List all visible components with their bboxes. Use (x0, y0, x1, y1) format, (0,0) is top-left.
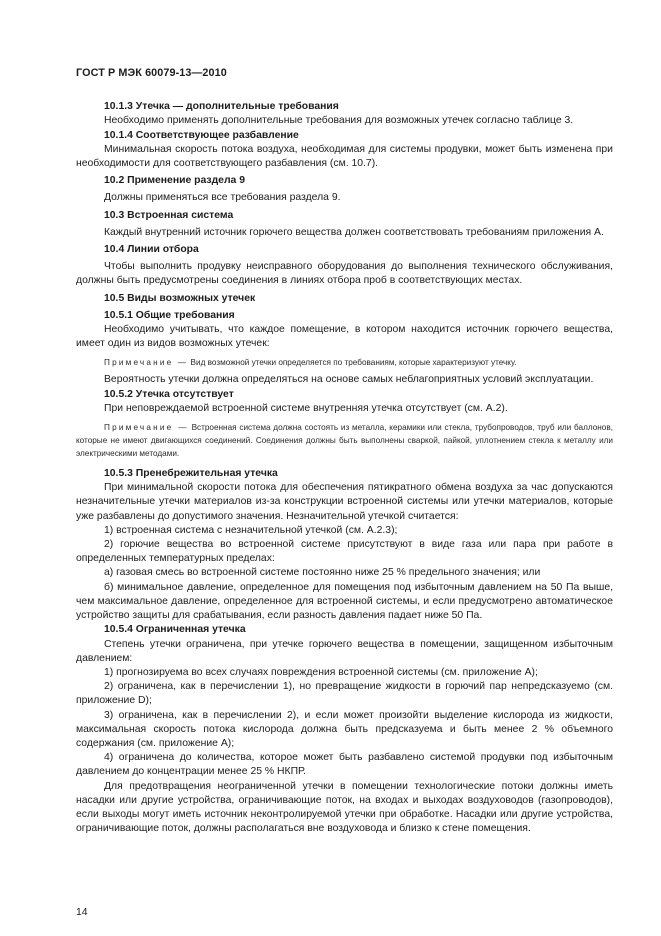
list-item: 2) ограничена, как в перечислении 1), но превращение жидкости в горючий пар непредсказуемо (см. приложение D); (76, 681, 613, 707)
section-10-5-4 (76, 623, 613, 836)
note-label: Примечание — (104, 358, 189, 368)
section-10-2 (76, 174, 613, 205)
page-number: 14 (76, 907, 88, 918)
paragraph: Вероятность утечки должна определяться на основе самых неблагоприятных условий эксплуатации. (104, 374, 594, 386)
paragraph: Чтобы выполнить продувку неисправного оборудования до выполнения технического обслуживания, должны быть предусмотрены соединения в линиях отбора проб в соответствующих местах. (76, 261, 613, 287)
section-10-1-4 (76, 129, 613, 172)
section-10-4 (76, 243, 613, 289)
section-heading: 10.5 Виды возможных утечек (104, 292, 256, 304)
note-text: Вид возможной утечки определяется по требованиям, которые характеризуют утечку. (188, 358, 517, 368)
note-label: Примечание — (104, 423, 189, 433)
paragraph: При минимальной скорости потока для обеспечения пятикратного обмена воздуха за час допускаются незначительные утечки материалов из-за конструкции встроенной системы или утечки материалов, которые уже разбавлены до допустимого значения. Незначительной утечкой считается: (76, 482, 613, 522)
section-heading: 10.4 Линии отбора (104, 244, 199, 256)
section-10-1-3 (76, 100, 613, 128)
section-heading: 10.5.1 Общие требования (104, 309, 235, 321)
list-item: 3) ограничена, как в перечислении 2), и если может произойти выделение кислорода из жидкости, максимальная скорость потока кислорода должна быть предсказуема и быть менее 2 % объемного содержания (см. приложение А); (76, 709, 613, 749)
paragraph: Необходимо учитывать, что каждое помещение, в котором находится источник горючего вещества, имеет один из видов возможных утечек: (76, 324, 613, 350)
section-10-5-3 (76, 467, 613, 623)
paragraph: Необходимо применять дополнительные требования для возможных утечек согласно таблице 3. (104, 115, 574, 127)
list-item: 1) встроенная система с незначительной утечкой (см. А.2.3); (104, 524, 398, 536)
section-heading: 10.3 Встроенная система (104, 209, 234, 221)
paragraph: Минимальная скорость потока воздуха, необходимая для системы продувки, может быть изменена при необходимости для соответствующего разбавления (см. 10.7). (76, 143, 613, 170)
note-text: Встроенная система должна состоять из металла, керамики или стекла, трубопроводов, труб или баллонов, которые не имеют двигающихся соединений. Соединения должны быть выполнены сваркой, пайкой, уплотнением стекла к металлу или электрическими методами. (76, 423, 613, 459)
section-heading: 10.5.3 Пренебрежительная утечка (104, 468, 278, 480)
section-heading: 10.1.4 Соответствующее разбавление (104, 129, 299, 141)
section-heading: 10.5.4 Ограниченная утечка (104, 624, 246, 636)
paragraph: Степень утечки ограничена, при утечке горючего вещества в помещении, защищенном избыточным давлением: (76, 638, 613, 664)
section-heading: 10.2 Применение раздела 9 (104, 175, 245, 187)
section-10-5-1 (76, 309, 613, 388)
section-10-5-2 (76, 388, 613, 460)
list-item: 2) горючие вещества во встроенной системе присутствуют в виде газа или пара при работе в определенных температурных пределах: (76, 539, 613, 565)
list-item: а) газовая смесь во встроенной системе постоянно ниже 25 % предельного значения; или (104, 567, 541, 579)
section-heading: 10.5.2 Утечка отсутствует (104, 388, 234, 400)
list-item: 4) ограничена до количества, которое может быть разбавлено системой продувки под избыточным давлением до концентрации менее 25 % НКПР. (76, 752, 613, 778)
paragraph: Для предотвращения неограниченной утечки в помещении технологические потоки должны иметь насадки или другие устройства, ограничивающие поток, на входах и выходах воздуховодов (газопроводов), если выходы могут иметь источник неконтролируемой утечки при обработке. Насадки или другие устройства, ограничивающие поток, должны располагаться вне воздуховода и близко к стене помещения. (76, 780, 613, 835)
paragraph: Должны применяться все требования раздела 9. (104, 192, 341, 204)
note (76, 356, 613, 369)
paragraph: При неповреждаемой встроенной системе внутренняя утечка отсутствует (см. А.2). (104, 402, 508, 414)
note (76, 421, 613, 460)
section-10-5 (76, 292, 613, 306)
section-10-3 (76, 209, 613, 240)
running-title: ГОСТ Р МЭК 60079-13—2010 (76, 67, 227, 79)
paragraph: Каждый внутренний источник горючего вещества должен соответствовать требованиям приложения А. (104, 226, 604, 238)
section-heading: 10.1.3 Утечка — дополнительные требования (104, 101, 339, 113)
list-item: 1) прогнозируема во всех случаях повреждения встроенной системы (см. приложение А); (104, 666, 538, 678)
list-item: б) минимальное давление, определенное для помещения под избыточным давлением на 50 Па выше, чем максимальное давление, определенное для встроенной системы, и если предусмотрено автоматическое устройство защиты для срабатывания, если разность давления падает ниже 50 Па. (76, 581, 613, 622)
